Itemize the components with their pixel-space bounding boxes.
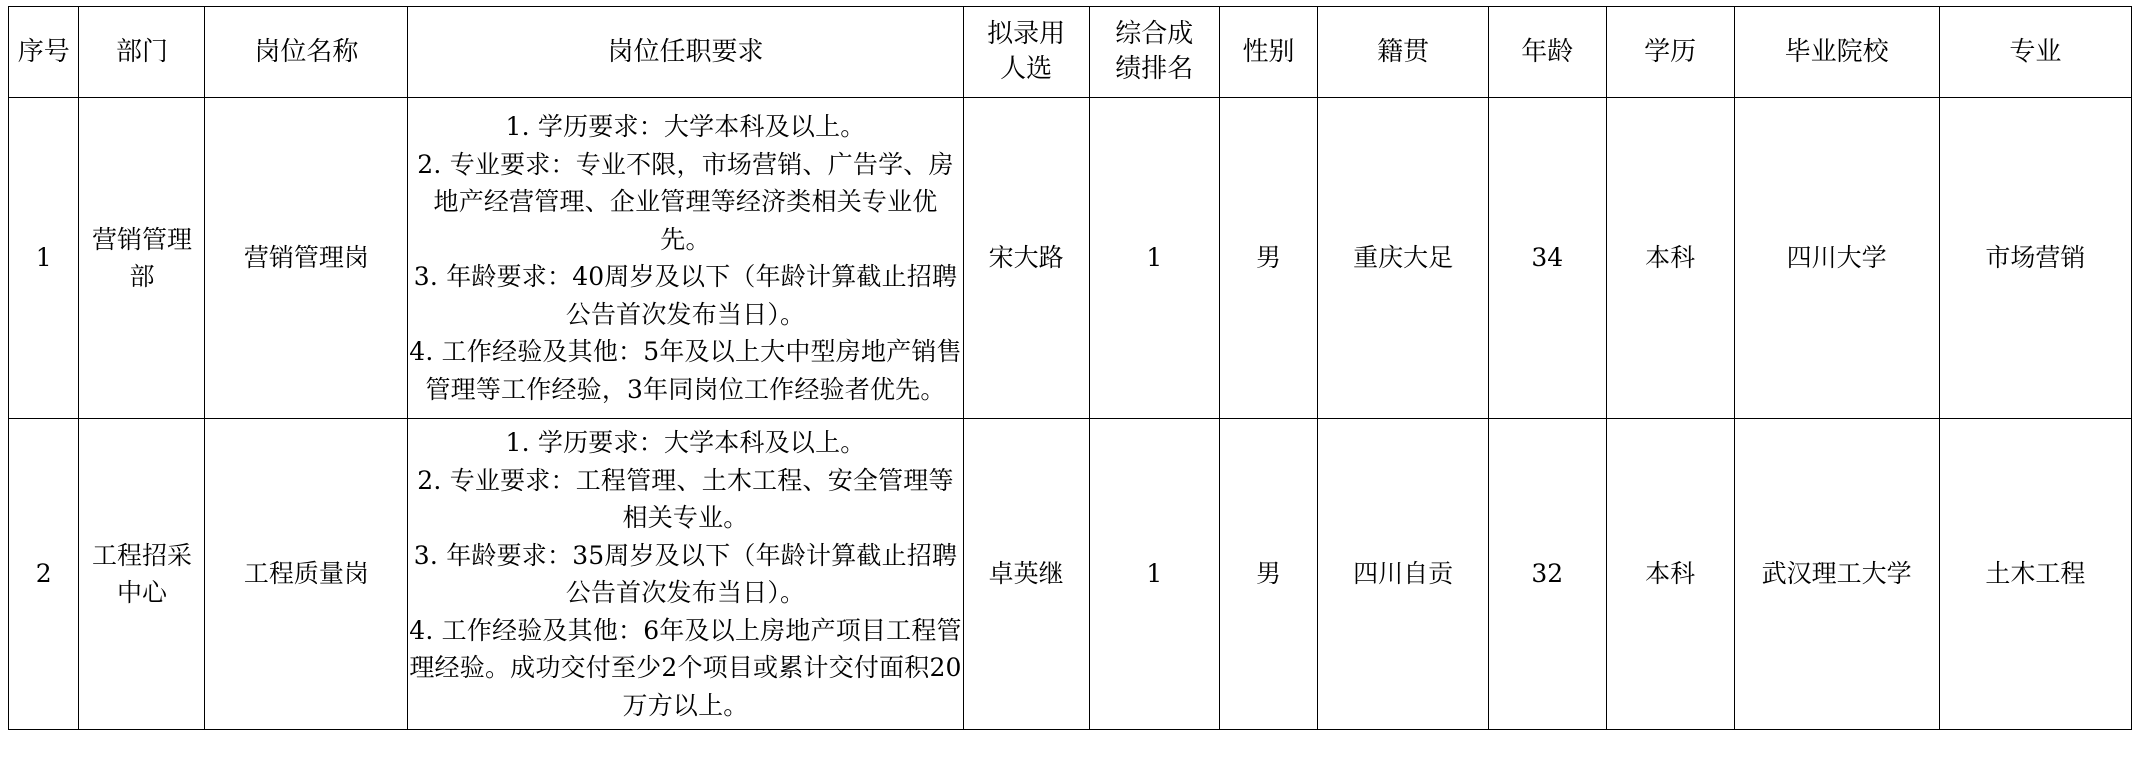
cell-candidate xyxy=(963,419,1089,730)
header-position: 岗位名称 xyxy=(205,7,408,98)
row-index-text: 1 xyxy=(35,243,52,273)
header-education: 学历 xyxy=(1606,7,1734,98)
row-candidate-text: 宋大路 xyxy=(988,243,1064,273)
header-department: 部门 xyxy=(79,7,205,98)
row-hometown-text: 重庆大足 xyxy=(1353,243,1454,273)
header-candidate-line2: 人选 xyxy=(1000,54,1053,84)
table-header-row xyxy=(9,7,2132,98)
table-row xyxy=(9,419,2132,730)
header-candidate xyxy=(963,7,1089,98)
cell-department xyxy=(79,419,205,730)
header-school: 毕业院校 xyxy=(1734,7,1939,98)
cell-gender xyxy=(1219,419,1317,730)
cell-department xyxy=(79,98,205,419)
cell-hometown xyxy=(1318,419,1489,730)
cell-major xyxy=(1939,419,2131,730)
table-row xyxy=(9,98,2132,419)
row-school-text: 四川大学 xyxy=(1786,243,1887,273)
header-rank-line2: 绩排名 xyxy=(1115,54,1194,84)
row-major-text: 市场营销 xyxy=(1985,243,2086,273)
row-gender-text: 男 xyxy=(1256,559,1282,589)
header-age: 年龄 xyxy=(1489,7,1606,98)
row-education-text: 本科 xyxy=(1645,559,1696,589)
row-position-text: 工程质量岗 xyxy=(243,559,369,589)
row-age-text: 34 xyxy=(1531,243,1564,273)
recruitment-results-table xyxy=(8,6,2132,730)
header-major: 专业 xyxy=(1939,7,2131,98)
cell-index xyxy=(9,98,79,419)
row-index-text: 2 xyxy=(35,559,52,589)
requirement-line: 3. 年龄要求：40周岁及以下（年龄计算截止招聘公告首次发布当日）。 xyxy=(413,262,958,329)
row-department-text: 工程招采中心 xyxy=(91,540,192,607)
header-candidate-line1: 拟录用 xyxy=(987,18,1066,49)
cell-school xyxy=(1734,419,1939,730)
requirement-line: 2. 专业要求：专业不限，市场营销、广告学、房地产经营管理、企业管理等经济类相关专业优先。 xyxy=(417,149,954,254)
row-gender-text: 男 xyxy=(1256,243,1282,273)
header-gender: 性别 xyxy=(1219,7,1317,98)
cell-education xyxy=(1606,419,1734,730)
requirement-line: 4. 工作经验及其他：5年及以上大中型房地产销售管理等工作经验，3年同岗位工作经验者优先。 xyxy=(409,337,962,404)
row-department-text: 营销管理部 xyxy=(91,224,192,291)
cell-index xyxy=(9,419,79,730)
row-education-text: 本科 xyxy=(1645,243,1696,273)
cell-gender xyxy=(1219,98,1317,419)
header-rank-line1: 综合成 xyxy=(1115,18,1194,49)
row-school-text: 武汉理工大学 xyxy=(1761,559,1912,589)
row-age-text: 32 xyxy=(1531,559,1564,589)
header-rank xyxy=(1089,7,1219,98)
cell-education xyxy=(1606,98,1734,419)
row-rank-text: 1 xyxy=(1146,559,1163,589)
requirement-line: 2. 专业要求：工程管理、土木工程、安全管理等相关专业。 xyxy=(417,465,954,532)
row-major-text: 土木工程 xyxy=(1985,559,2086,589)
cell-requirements xyxy=(408,98,963,419)
cell-rank xyxy=(1089,98,1219,419)
row-candidate-text: 卓英继 xyxy=(988,559,1064,589)
header-hometown: 籍贯 xyxy=(1318,7,1489,98)
cell-rank xyxy=(1089,419,1219,730)
cell-age xyxy=(1489,98,1606,419)
requirement-line: 1. 学历要求：大学本科及以上。 xyxy=(505,112,866,141)
cell-candidate xyxy=(963,98,1089,419)
row-rank-text: 1 xyxy=(1146,243,1163,273)
cell-position xyxy=(205,98,408,419)
header-requirements: 岗位任职要求 xyxy=(408,7,963,98)
row-hometown-text: 四川自贡 xyxy=(1353,559,1454,589)
cell-hometown xyxy=(1318,98,1489,419)
cell-position xyxy=(205,419,408,730)
cell-school xyxy=(1734,98,1939,419)
cell-major xyxy=(1939,98,2131,419)
requirement-line: 3. 年龄要求：35周岁及以下（年龄计算截止招聘公告首次发布当日）。 xyxy=(413,540,958,607)
cell-age xyxy=(1489,419,1606,730)
row-position-text: 营销管理岗 xyxy=(243,243,369,273)
requirement-line: 1. 学历要求：大学本科及以上。 xyxy=(505,428,866,457)
header-index: 序号 xyxy=(9,7,79,98)
cell-requirements xyxy=(408,419,963,730)
requirement-line: 4. 工作经验及其他：6年及以上房地产项目工程管理经验。成功交付至少2个项目或累计交付面积20万方以上。 xyxy=(409,615,962,720)
